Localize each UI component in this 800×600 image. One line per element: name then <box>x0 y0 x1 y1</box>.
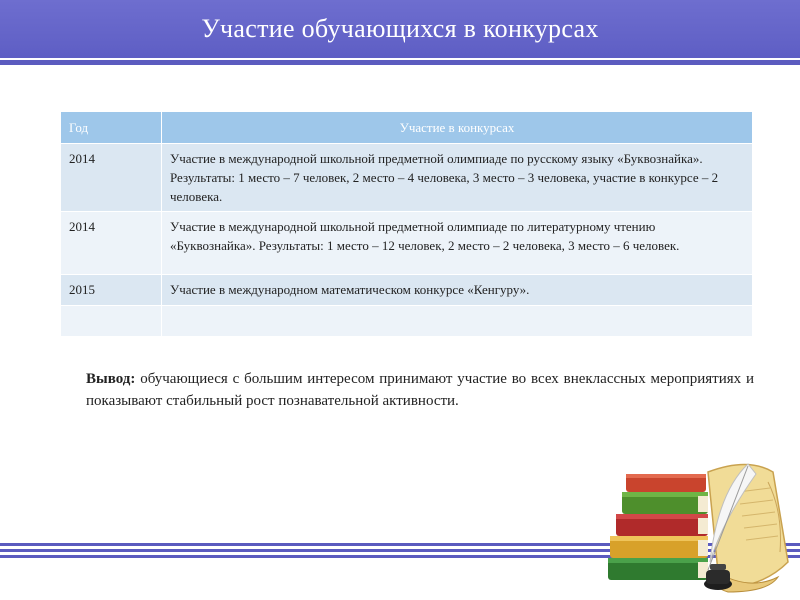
table-row <box>61 144 753 212</box>
cell-participation <box>162 306 753 337</box>
slide-title: Участие обучающихся в конкурсах <box>201 14 599 43</box>
conclusion-label: Вывод: <box>86 371 136 387</box>
header-year: Год <box>61 112 162 144</box>
cell-year <box>61 306 162 337</box>
conclusion-text: обучающиеся с большим интересом принимают участие во всех внеклассных мероприятиях и показывают стабильный рост познавательной активности. <box>86 371 754 409</box>
table-row <box>61 306 753 337</box>
table-row <box>61 212 753 275</box>
cell-participation: Участие в международной школьной предметной олимпиаде по литературному чтению «Буквознайка». Результаты: 1 место – 12 человек, 2 место – 2 человека, 3 место – 6 человек. <box>162 212 753 275</box>
table-header-row <box>61 112 753 144</box>
cell-participation: Участие в международном математическом конкурсе «Кенгуру». <box>162 275 753 306</box>
cell-year: 2014 <box>61 144 162 212</box>
cell-participation: Участие в международной школьной предметной олимпиаде по русскому языку «Буквознайка». Результаты: 1 место – 7 человек, 2 место – 4 человека, 3 место – 3 человека, участие в конкурсе – 2 человека. <box>162 144 753 212</box>
title-divider-blue <box>0 60 800 65</box>
cell-year: 2014 <box>61 212 162 275</box>
books-scroll-quill-icon <box>598 452 798 596</box>
cell-year: 2015 <box>61 275 162 306</box>
header-participation: Участие в конкурсах <box>162 112 753 144</box>
title-bar <box>0 0 800 58</box>
table-row <box>61 275 753 306</box>
competitions-table <box>60 111 753 337</box>
conclusion-paragraph <box>86 368 754 412</box>
